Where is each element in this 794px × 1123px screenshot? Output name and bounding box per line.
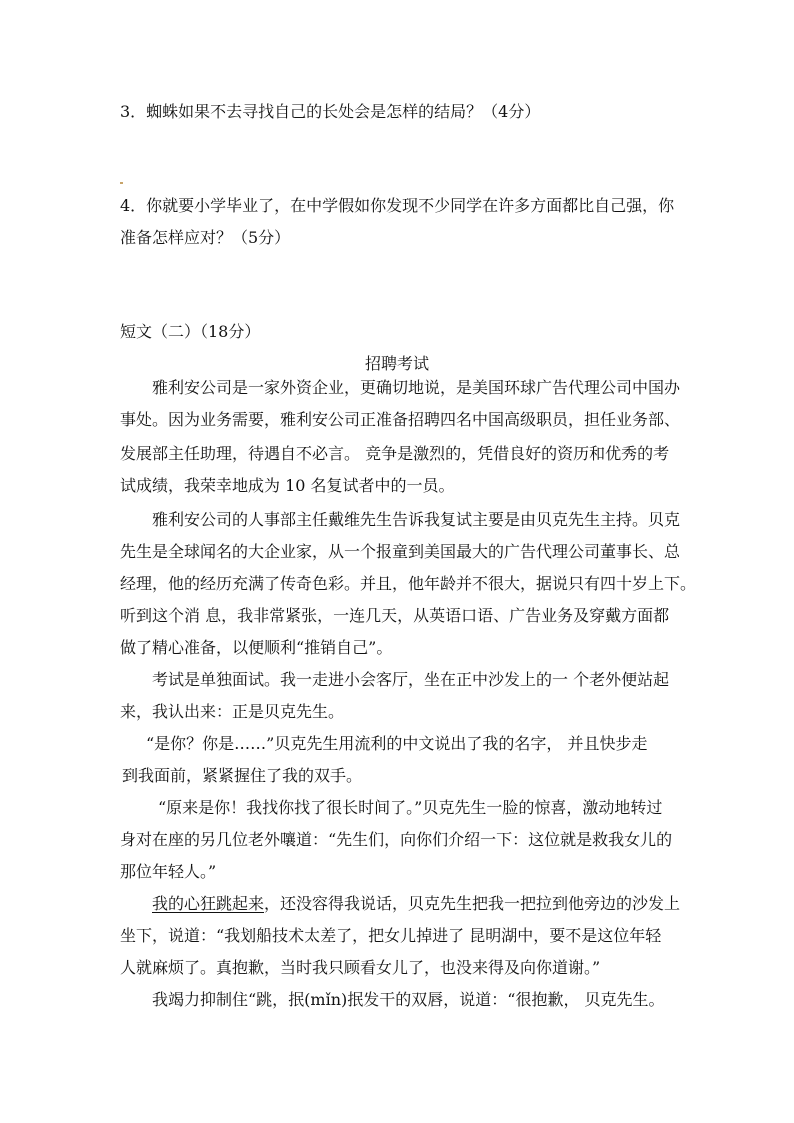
passage-line: 那位年轻人。” <box>120 862 217 881</box>
passage-line: 考试是单独面试。我一走进小会客厅，坐在正中沙发上的一 个老外便站起 <box>152 670 670 689</box>
passage-line: 经理，他的经历充满了传奇色彩。并且，他年龄并不很大，据说只有四十岁上下。 <box>120 574 697 593</box>
passage-line: 身对在座的另几位老外嚷道：“先生们，向你们介绍一下：这位就是救我女儿的 <box>120 830 673 849</box>
passage-line: 先生是全球闻名的大企业家，从一个报童到美国最大的广告代理公司董事长、总 <box>120 542 681 561</box>
section-heading: 短文（二）（18分） <box>120 322 261 341</box>
passage-line: 发展部主任助理，待遇自不必言。 竞争是激烈的，凭借良好的资历和优秀的考 <box>120 444 670 463</box>
passage-line-rest: ，还没容得我说话，贝克先生把我一把拉到他旁边的沙发上 <box>264 894 681 913</box>
passage-line: 坐下，说道：“我划船技术太差了，把女儿掉进了 昆明湖中，要不是这位年轻 <box>120 926 662 945</box>
passage-line: 听到这个消 息，我非常紧张，一连几天，从英语口语、广告业务及穿戴方面都 <box>120 606 670 625</box>
passage-line: “原来是你！我找你找了很长时间了。”贝克先生一脸的惊喜，激动地转过 <box>158 798 663 817</box>
passage-line <box>152 894 680 914</box>
passage-line: 做了精心准备，以便顺利“推销自己”。 <box>120 638 393 657</box>
passage-line: “是你？你是……”贝克先生用流利的中文说出了我的名字， 并且快步走 <box>146 734 648 753</box>
passage-line: 人就麻烦了。真抱歉，当时我只顾看女儿了，也没来得及向你道谢。” <box>120 958 601 977</box>
passage-line: 雅利安公司是一家外资企业，更确切地说，是美国环球广告代理公司中国办 <box>152 378 681 397</box>
stray-mark <box>120 182 123 184</box>
passage-line: 来，我认出来：正是贝克先生。 <box>120 702 345 721</box>
passage-line: 我竭力抑制住“跳，抿(mǐn)抿发干的双唇，说道：“很抱歉， 贝克先生。 <box>152 990 665 1009</box>
passage-line: 雅利安公司的人事部主任戴维先生告诉我复试主要是由贝克先生主持。贝克 <box>152 510 681 529</box>
question-3: 3．蜘蛛如果不去寻找自己的长处会是怎样的结局？（4分） <box>120 102 541 121</box>
underlined-phrase: 我的心狂跳起来 <box>152 894 265 913</box>
passage-line: 事处。因为业务需要，雅利安公司正准备招聘四名中国高级职员，担任业务部、 <box>120 410 681 429</box>
passage-title: 招聘考试 <box>364 354 429 373</box>
passage-line: 试成绩，我荣幸地成为 10 名复试者中的一员。 <box>120 476 455 495</box>
question-4-line-2: 准备怎样应对？（5分） <box>120 228 291 247</box>
passage-line: 到我面前，紧紧握住了我的双手。 <box>122 766 363 785</box>
question-4-line-1: 4．你就要小学毕业了，在中学假如你发现不少同学在许多方面都比自己强，你 <box>120 196 675 215</box>
